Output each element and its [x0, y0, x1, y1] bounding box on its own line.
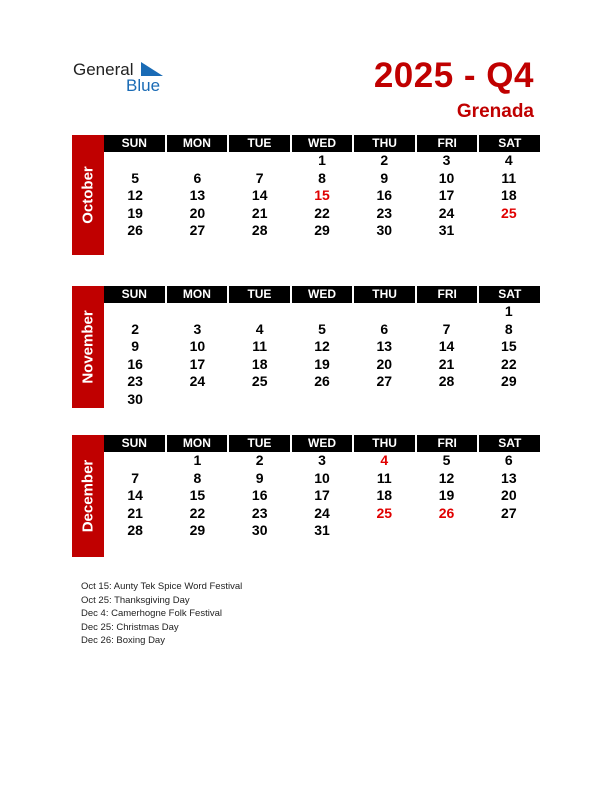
month-name: October — [79, 166, 97, 224]
day-cell: 5 — [318, 320, 326, 337]
day-cell: 11 — [252, 338, 268, 354]
logo-word-blue: Blue — [126, 76, 161, 95]
empty-day-cell — [415, 522, 477, 540]
day-cell: 17 — [189, 355, 206, 372]
holiday-note: Dec 26: Boxing Day — [81, 635, 165, 647]
day-cell: 11 — [501, 169, 517, 186]
day-cell: 23 — [251, 504, 268, 521]
week-row — [104, 391, 540, 409]
weekday-tue: TUE — [229, 135, 290, 152]
month-block-november — [72, 286, 540, 408]
weekday-sun: SUN — [104, 435, 165, 452]
logo-triangle-icon — [141, 62, 163, 76]
week-row — [104, 187, 540, 205]
day-cell: 21 — [438, 355, 455, 372]
day-cell: 3 — [193, 320, 202, 337]
day-cell: 17 — [438, 187, 455, 203]
day-cell: 26 — [127, 222, 143, 238]
weekday-sat: SAT — [479, 435, 540, 452]
month-block-december — [72, 435, 540, 557]
day-cell: 14 — [438, 338, 455, 354]
day-cell: 15 — [314, 187, 330, 203]
weekday-fri: FRI — [417, 135, 478, 152]
day-cell: 9 — [131, 338, 140, 354]
week-row — [104, 170, 540, 188]
day-cell: 20 — [501, 487, 517, 503]
day-cell: 8 — [318, 169, 326, 186]
empty-day-cell — [166, 391, 228, 409]
empty-day-cell — [166, 152, 228, 170]
weekday-thu: THU — [354, 135, 415, 152]
weekday-fri: FRI — [417, 435, 478, 452]
empty-day-cell — [166, 303, 228, 321]
day-cell: 5 — [131, 169, 140, 186]
week-row — [104, 152, 540, 170]
day-cell: 4 — [504, 152, 513, 168]
holiday-notes — [81, 580, 242, 648]
day-cell: 25 — [376, 504, 393, 521]
day-cell: 14 — [127, 487, 143, 503]
day-cell: 25 — [251, 373, 268, 389]
logo-word-general: General — [73, 60, 134, 79]
month-label-band — [72, 435, 104, 557]
weekday-header-row — [104, 286, 540, 303]
day-cell: 29 — [189, 522, 206, 538]
day-cell: 13 — [189, 187, 206, 203]
day-cell: 2 — [380, 152, 389, 168]
holiday-note: Oct 25: Thanksgiving Day — [81, 594, 190, 606]
day-cell: 17 — [314, 487, 330, 503]
day-cell: 5 — [442, 452, 451, 468]
day-cell: 7 — [442, 320, 451, 337]
weekday-header-row — [104, 435, 540, 452]
weekday-fri: FRI — [417, 286, 478, 303]
week-row — [104, 222, 540, 240]
day-cell: 28 — [127, 522, 143, 538]
weekday-tue: TUE — [229, 435, 290, 452]
week-row — [104, 505, 540, 523]
weekday-wed: WED — [292, 435, 353, 452]
day-cell: 29 — [314, 222, 330, 238]
empty-day-cell — [478, 391, 540, 409]
day-cell: 20 — [189, 204, 206, 221]
week-row — [104, 470, 540, 488]
day-cell: 2 — [131, 320, 140, 337]
weekday-sun: SUN — [104, 135, 165, 152]
weekday-thu: THU — [354, 286, 415, 303]
day-cell: 20 — [376, 355, 393, 372]
week-row — [104, 487, 540, 505]
day-cell: 19 — [438, 487, 455, 503]
weekday-mon: MON — [167, 435, 228, 452]
weekday-wed: WED — [292, 135, 353, 152]
day-cell: 9 — [255, 469, 264, 486]
day-cell: 12 — [127, 187, 143, 203]
country-name: Grenada — [456, 101, 534, 122]
day-cell: 23 — [376, 204, 393, 221]
day-cell: 30 — [127, 390, 143, 407]
weekday-mon: MON — [167, 135, 228, 152]
day-cell: 12 — [314, 338, 330, 354]
day-cell: 28 — [251, 222, 268, 238]
day-cell: 2 — [255, 452, 264, 468]
day-cell: 10 — [189, 338, 206, 354]
day-cell: 13 — [501, 469, 517, 486]
day-cell: 27 — [501, 504, 517, 521]
day-cell: 3 — [318, 452, 326, 468]
day-cell: 4 — [255, 320, 264, 337]
month-grid — [104, 286, 540, 408]
month-grid — [104, 135, 540, 240]
day-cell: 22 — [189, 504, 206, 521]
day-cell: 22 — [501, 355, 517, 372]
day-cell: 30 — [251, 522, 268, 538]
month-block-october — [72, 135, 540, 255]
day-cell: 28 — [438, 373, 455, 389]
week-row — [104, 303, 540, 321]
day-cell: 6 — [504, 452, 513, 468]
month-name: November — [79, 310, 97, 384]
month-grid — [104, 435, 540, 540]
empty-day-cell — [478, 222, 540, 240]
empty-day-cell — [291, 391, 353, 409]
day-cell: 7 — [255, 169, 264, 186]
day-cell: 25 — [501, 204, 517, 221]
day-cell: 13 — [376, 338, 393, 354]
day-cell: 14 — [251, 187, 268, 203]
day-cell: 31 — [314, 522, 330, 538]
day-cell: 23 — [127, 373, 143, 389]
weekday-sat: SAT — [479, 135, 540, 152]
day-cell: 6 — [193, 169, 202, 186]
empty-day-cell — [478, 522, 540, 540]
week-row — [104, 522, 540, 540]
day-cell: 3 — [442, 152, 451, 168]
week-row — [104, 205, 540, 223]
day-cell: 24 — [314, 504, 330, 521]
day-cell: 22 — [314, 204, 330, 221]
day-cell: 18 — [251, 355, 268, 372]
month-label-band — [72, 286, 104, 408]
day-cell: 1 — [504, 303, 513, 319]
day-cell: 24 — [189, 373, 206, 389]
day-cell: 4 — [380, 452, 389, 468]
day-cell: 19 — [314, 355, 330, 372]
weekday-mon: MON — [167, 286, 228, 303]
day-cell: 26 — [438, 504, 455, 521]
week-row — [104, 338, 540, 356]
empty-day-cell — [353, 391, 415, 409]
empty-day-cell — [291, 303, 353, 321]
day-cell: 19 — [127, 204, 143, 221]
weekday-sun: SUN — [104, 286, 165, 303]
empty-day-cell — [104, 452, 166, 470]
day-cell: 10 — [438, 169, 455, 186]
holiday-note: Oct 15: Aunty Tek Spice Word Festival — [81, 581, 243, 592]
week-row — [104, 321, 540, 339]
day-cell: 9 — [380, 169, 389, 186]
page-title: 2025 - Q4 — [373, 56, 534, 95]
empty-day-cell — [415, 303, 477, 321]
weekday-header-row — [104, 135, 540, 152]
day-cell: 26 — [314, 373, 330, 389]
day-cell: 7 — [131, 469, 140, 486]
holiday-note: Dec 25: Christmas Day — [81, 621, 179, 633]
weekday-thu: THU — [354, 435, 415, 452]
day-cell: 16 — [127, 355, 143, 372]
empty-day-cell — [415, 391, 477, 409]
day-cell: 29 — [501, 373, 517, 389]
week-row — [104, 452, 540, 470]
month-label-band — [72, 135, 104, 255]
empty-day-cell — [353, 303, 415, 321]
empty-day-cell — [229, 152, 291, 170]
empty-day-cell — [229, 303, 291, 321]
empty-day-cell — [353, 522, 415, 540]
day-cell: 31 — [438, 222, 455, 238]
day-cell: 30 — [376, 222, 393, 238]
day-cell: 1 — [193, 452, 202, 468]
day-cell: 8 — [504, 320, 513, 337]
day-cell: 12 — [438, 469, 455, 486]
day-cell: 21 — [251, 204, 268, 221]
day-cell: 21 — [127, 504, 143, 521]
month-name: December — [79, 459, 97, 533]
day-cell: 11 — [376, 469, 392, 486]
day-cell: 15 — [189, 487, 206, 503]
day-cell: 1 — [318, 152, 326, 168]
day-cell: 6 — [380, 320, 389, 337]
day-cell: 15 — [501, 338, 517, 354]
empty-day-cell — [104, 152, 166, 170]
day-cell: 16 — [251, 487, 268, 503]
holiday-note: Dec 4: Camerhogne Folk Festival — [81, 608, 222, 620]
day-cell: 8 — [193, 469, 202, 486]
day-cell: 27 — [376, 373, 393, 389]
day-cell: 18 — [376, 487, 393, 503]
weekday-sat: SAT — [479, 286, 540, 303]
week-row — [104, 373, 540, 391]
weekday-tue: TUE — [229, 286, 290, 303]
day-cell: 10 — [314, 469, 330, 486]
week-row — [104, 356, 540, 374]
day-cell: 27 — [189, 222, 206, 238]
day-cell: 24 — [438, 204, 455, 221]
day-cell: 18 — [501, 187, 517, 203]
empty-day-cell — [229, 391, 291, 409]
day-cell: 16 — [376, 187, 393, 203]
empty-day-cell — [104, 303, 166, 321]
weekday-wed: WED — [292, 286, 353, 303]
